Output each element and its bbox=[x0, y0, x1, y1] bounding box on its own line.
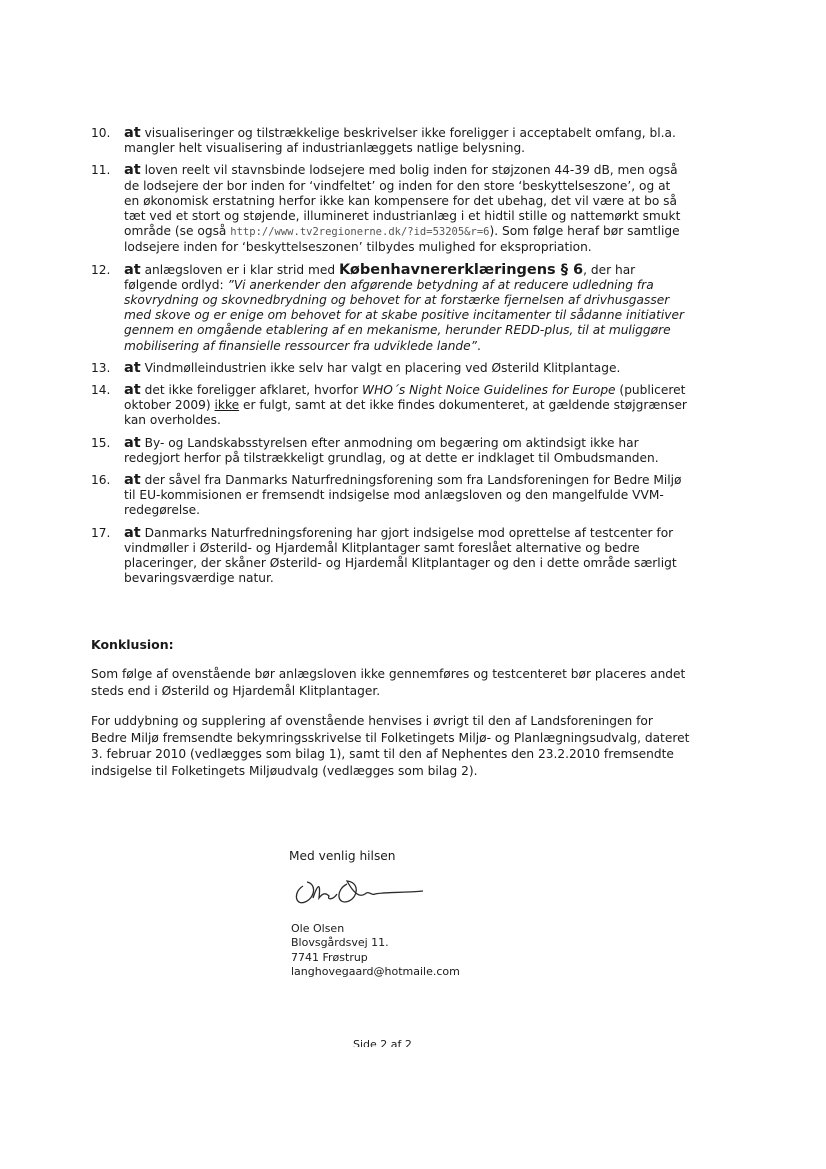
list-item bbox=[91, 383, 691, 429]
item-keyword: at bbox=[124, 261, 141, 278]
item-keyword: at bbox=[124, 162, 141, 179]
item-body: anlægsloven er i klar strid med bbox=[140, 262, 339, 277]
list-item bbox=[91, 473, 691, 519]
item-number: 14. bbox=[91, 383, 111, 398]
item-text bbox=[124, 126, 687, 156]
item-number: 15. bbox=[91, 435, 111, 450]
item-body: visualiseringer og tilstrækkelige beskrivelser ikke foreligger i acceptabelt omfang, bl.a. mangler helt visualisering af industrianlæggets natlige belysning. bbox=[124, 126, 676, 156]
sender-name: Ole Olsen bbox=[291, 922, 345, 935]
item-body: (publiceret oktober 2009) bbox=[124, 383, 686, 413]
item-keyword: at bbox=[124, 524, 141, 541]
item-body: . bbox=[476, 338, 481, 353]
item-body: Vindmølleindustrien ikke selv har valgt en placering ved Østerild Klitplantage. bbox=[140, 360, 621, 375]
item-text bbox=[124, 383, 687, 429]
item-number: 13. bbox=[91, 360, 111, 375]
item-number: 11. bbox=[91, 163, 111, 178]
item-text bbox=[124, 436, 687, 466]
item-body: By- og Landskabsstyrelsen efter anmodning om begæring om aktindsigt ikke har redegjort herfor på tilstrækkeligt grundlag, og at dette er indklaget til Ombudsmanden. bbox=[124, 435, 659, 465]
numbered-list bbox=[91, 126, 691, 593]
item-keyword: at bbox=[124, 434, 141, 451]
list-item bbox=[91, 436, 691, 466]
closing-greeting: Med venlig hilsen bbox=[289, 849, 396, 863]
item-number: 17. bbox=[91, 525, 111, 540]
item-keyword: at bbox=[124, 359, 141, 376]
item-number: 16. bbox=[91, 473, 111, 488]
item-keyword: at bbox=[124, 472, 141, 489]
bold-reference: Københavnererklæringens § 6 bbox=[338, 261, 584, 278]
item-keyword: at bbox=[124, 125, 141, 141]
item-text bbox=[124, 526, 687, 587]
item-body: ). Som følge heraf bør samtlige lodsejere inden for ‘beskyttelseszonen’ tilbydes mulighed for ekspropriation. bbox=[124, 224, 680, 255]
sender-email: langhovegaard@hotmaile.com bbox=[291, 964, 460, 978]
item-text bbox=[124, 473, 687, 519]
list-item bbox=[91, 361, 691, 376]
quote-text: ”Vi anerkender den afgørende betydning af at reducere udledning fra skovrydning og skovnedbrydning og behovet for at forstærke fjernelsen af drivhusgasser med skove og er enige om behovet for at skabe positive incitamenter til sådanne initiativer gennem en omgående etablering af en mekanisme, herunder REDD-plus, til at muliggøre mobilisering af finansielle ressourcer fra udviklede lande” bbox=[124, 277, 684, 353]
list-item bbox=[91, 263, 691, 354]
conclusion-heading: Konklusion: bbox=[91, 637, 174, 652]
list-item bbox=[91, 126, 691, 156]
reference-paragraph: For uddybning og supplering af ovenstående henvises i øvrigt til den af Landsforeningen for Bedre Miljø fremsendte bekymringsskrivelse til Folketingets Miljø- og Planlægningsudvalg, dateret 3. februar 2010 (vedlægges som bilag 1), samt til den af Nephentes den 23.2.2010 fremsendte indsigelse til Folketingets Miljøudvalg (vedlægges som bilag 2). bbox=[91, 714, 690, 778]
underlined-word: ikke bbox=[214, 398, 240, 413]
conclusion-paragraph: Som følge af ovenstående bør anlægsloven ikke gennemføres og testcenteret bør placeres andet steds end i Østerild og Hjardemål Klitplantager. bbox=[91, 667, 686, 698]
item-keyword: at bbox=[124, 382, 141, 399]
item-body: er fulgt, samt at det ikke findes dokumenteret, at gældende støjgrænser kan overholdes. bbox=[124, 398, 687, 428]
item-text bbox=[124, 263, 687, 354]
item-body: det ikke foreligger afklaret, hvorfor bbox=[140, 383, 363, 398]
item-body: Danmarks Naturfredningsforening har gjort indsigelse mod oprettelse af testcenter for vindmøller i Østerild- og Hjardemål Klitplantager samt foreslået alternative og bedre placeringer, der skåner Østerild- og Hjardemål Klitplantager og den i dette område særligt bevaringsværdige natur. bbox=[124, 525, 677, 586]
item-body: loven reelt vil stavnsbinde lodsejere med bolig inden for støjzonen 44-39 dB, men også de lodsejere der bor inden for ‘vindfeltet’ og inden for den store ‘beskyttelseszone’, og at en økonomisk erstatning herfor ikke kan kompensere for det ubehag, det vil være at bo så tæt ved et stort og støjende, illumineret industrianlæg i et hidtil stille og nattemørkt smukt område (se også bbox=[124, 163, 681, 239]
item-body: , der har følgende ordlyd: bbox=[124, 262, 636, 292]
item-body: der såvel fra Danmarks Naturfredningsforening som fra Landsforeningen for Bedre Miljø til EU-kommisionen er fremsendt indsigelse mod anlægsloven og den mangelfulde VVM-redegørelse. bbox=[124, 473, 682, 518]
page-number: Side 2 af 2 bbox=[353, 1038, 412, 1047]
item-text bbox=[124, 361, 687, 376]
sender-address bbox=[291, 922, 460, 979]
list-item bbox=[91, 526, 691, 587]
item-number: 12. bbox=[91, 262, 111, 277]
signature-image bbox=[289, 866, 429, 910]
sender-street: Blovsgårdsvej 11. bbox=[291, 936, 389, 950]
item-text bbox=[124, 163, 687, 255]
italic-title: WHO´s Night Noice Guidelines for Europe bbox=[362, 383, 616, 398]
list-item bbox=[91, 163, 691, 255]
url-link[interactable]: http://www.tv2regionerne.dk/?id=53205&r=6 bbox=[230, 226, 490, 239]
sender-city: 7741 Frøstrup bbox=[291, 950, 368, 964]
item-number: 10. bbox=[91, 126, 111, 140]
